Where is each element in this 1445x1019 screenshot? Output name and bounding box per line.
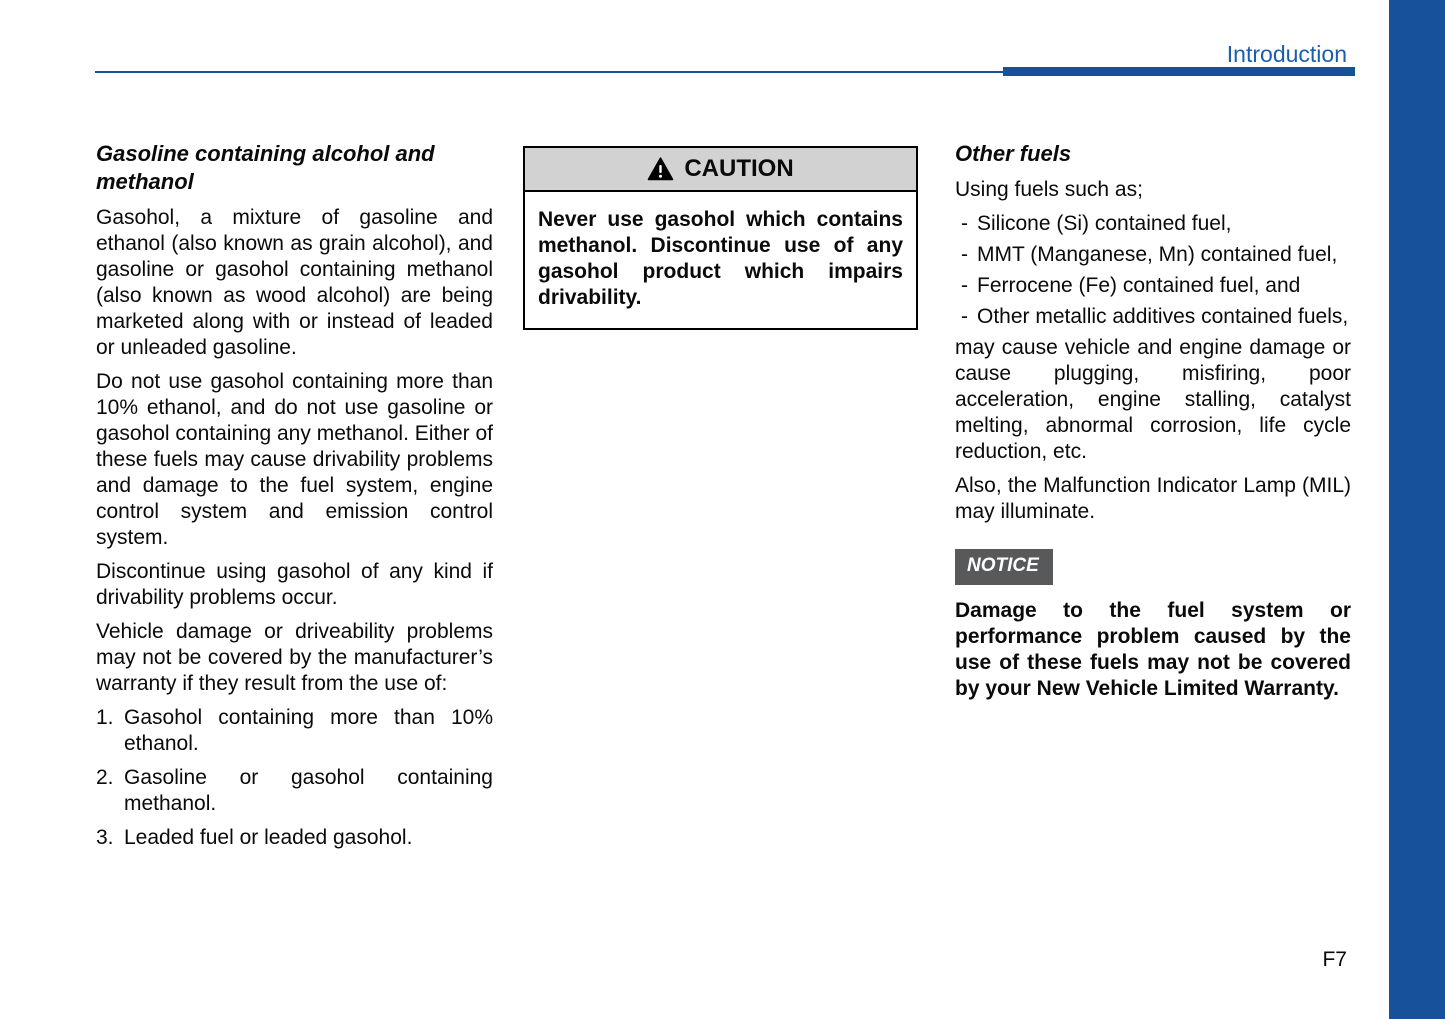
list-item — [955, 242, 1351, 268]
caution-body: Never use gasohol which contains methanol. Discontinue use of any gasohol product which impairs drivability. — [538, 208, 903, 309]
list-item-text: Silicone (Si) contained fuel, — [977, 212, 1232, 235]
paragraph: Vehicle damage or driveability problems may not be covered by the manufacturer’s warranty if they result from the use of: — [96, 620, 493, 695]
list-item — [96, 765, 493, 817]
heading-gasoline-alcohol: Gasoline containing alcohol and methanol — [96, 141, 435, 194]
notice-body: Damage to the fuel system or performance problem caused by the use of these fuels may not be covered by your New Vehicle Limited Warranty. — [955, 599, 1351, 700]
list-item-text: Gasoline or gasohol containing methanol. — [124, 766, 493, 815]
numbered-list — [96, 705, 493, 851]
page-number: F7 — [1322, 948, 1347, 971]
caution-box — [523, 146, 918, 330]
list-item-text: Ferrocene (Fe) contained fuel, and — [977, 274, 1301, 297]
column-other-fuels — [955, 140, 1351, 710]
list-item-number: 2. — [96, 766, 114, 789]
list-item — [955, 304, 1351, 330]
warning-triangle-icon — [647, 157, 674, 181]
list-item — [955, 211, 1351, 237]
list-item — [96, 825, 493, 851]
column-caution — [523, 146, 918, 330]
header-rule-thin — [95, 71, 1003, 73]
list-item — [96, 705, 493, 757]
paragraph: may cause vehicle and engine damage or cause plugging, misfiring, poor acceleration, engine stalling, catalyst melting, abnormal corrosion, life cycle reduction, etc. — [955, 336, 1351, 463]
list-item-number: 3. — [96, 826, 114, 849]
list-item-number: 1. — [96, 706, 114, 729]
paragraph: Do not use gasohol containing more than 10% ethanol, and do not use gasoline or gasohol containing any methanol. Either of these fuels may cause drivability problems and damage to the fuel system, engine control system and emission control system. — [96, 370, 493, 549]
list-item-dash: - — [961, 274, 968, 297]
header-rule-thick — [1003, 67, 1355, 76]
section-edge-tab — [1389, 0, 1445, 1019]
list-item — [955, 273, 1351, 299]
paragraph: Gasohol, a mixture of gasoline and ethanol (also known as grain alcohol), and gasoline or gasohol containing methanol (also known as wood alcohol) are being marketed along with or instead of leaded or unleaded gasoline. — [96, 206, 493, 359]
list-item-text: MMT (Manganese, Mn) contained fuel, — [977, 243, 1338, 266]
heading-other-fuels: Other fuels — [955, 141, 1072, 166]
dashed-list — [955, 211, 1351, 330]
header-rule — [95, 67, 1355, 76]
list-item-text: Leaded fuel or leaded gasohol. — [124, 826, 413, 849]
paragraph: Also, the Malfunction Indicator Lamp (MIL) may illuminate. — [955, 474, 1351, 523]
list-item-dash: - — [961, 305, 968, 328]
caution-label: CAUTION — [684, 155, 794, 182]
list-item-dash: - — [961, 212, 968, 235]
list-item-dash: - — [961, 243, 968, 266]
column-gasoline-alcohol — [96, 140, 493, 859]
paragraph: Discontinue using gasohol of any kind if drivability problems occur. — [96, 560, 493, 609]
paragraph: Using fuels such as; — [955, 178, 1143, 201]
section-title: Introduction — [1226, 41, 1347, 67]
notice-badge: NOTICE — [955, 549, 1053, 585]
list-item-text: Gasohol containing more than 10% ethanol. — [124, 706, 493, 755]
caution-header — [525, 148, 916, 192]
list-item-text: Other metallic additives contained fuels, — [977, 305, 1349, 328]
